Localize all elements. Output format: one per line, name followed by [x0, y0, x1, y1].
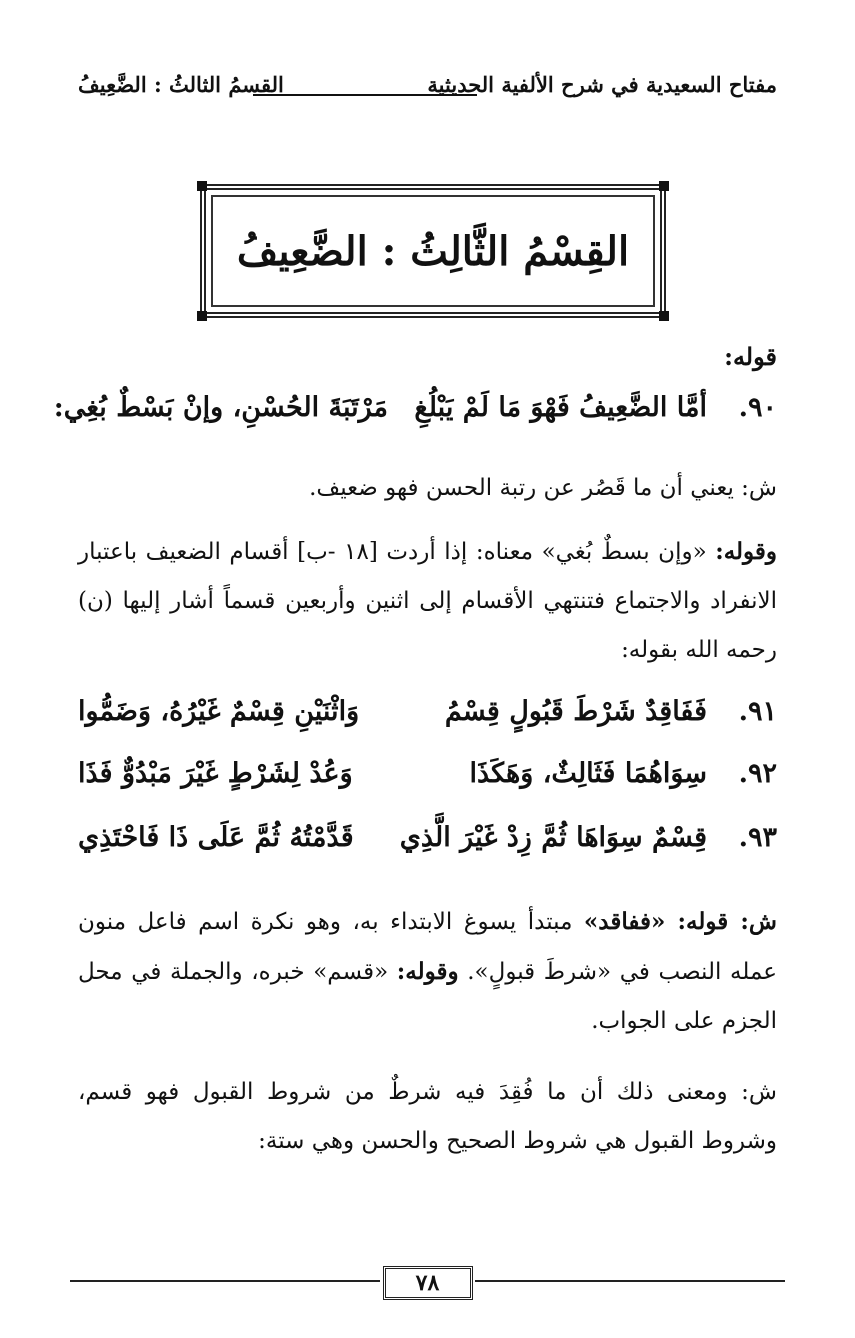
commentary-paragraph	[78, 897, 777, 1046]
verse-92	[78, 758, 777, 808]
verse-first-hemistich: قِسْمٌ سِوَاهَا ثُمَّ زِدْ غَيْرَ الَّذِي	[399, 822, 707, 853]
verse-91	[78, 696, 777, 746]
chapter-title: القِسْمُ الثَّالِثُ : الضَّعِيفُ	[236, 227, 630, 275]
quote-label: قوله:	[724, 342, 777, 371]
paragraph-text: «قسم» خبره، والجملة في محل الجزم على الجواب.	[78, 959, 777, 1034]
commentary-paragraph: ش: ومعنى ذلك أن ما فُقِدَ فيه شرطٌ من شروط القبول فهو قسم، وشروط القبول هي شروط الصحيح والحسن وهي ستة:	[78, 1079, 777, 1154]
paragraph-text: مبتدأ يسوغ الابتداء به، وهو نكرة اسم فاعل منون عمله النصب في «شرطَ قبولٍ».	[78, 909, 777, 985]
running-header	[78, 72, 777, 112]
verse-number: ٩٠.	[738, 392, 777, 423]
commentary-paragraph	[78, 527, 777, 675]
verse-number: ٩٣.	[738, 822, 777, 853]
book-title: مفتاح السعيدية في شرح الألفية الحديثية	[427, 72, 777, 97]
frame-corner	[197, 181, 207, 191]
verse-first-hemistich: سِوَاهُمَا فَثَالِثٌ، وَهَكَذَا	[469, 758, 707, 789]
frame-corner	[659, 311, 669, 321]
verse-93	[78, 822, 777, 872]
quote-lead: وقوله:	[715, 538, 778, 565]
frame-corner	[197, 311, 207, 321]
verse-first-hemistich: أمَّا الضَّعِيفُ فَهْوَ مَا لَمْ يَبْلُغِ	[414, 392, 707, 423]
page-footer	[70, 1266, 785, 1316]
verse-first-hemistich: فَفَاقِدٌ شَرْطَ قَبُولٍ قِسْمُ	[444, 696, 707, 727]
paragraph-text: «وإن بسطٌ بُغي» معناه: إذا أردت [١٨ -ب] أقسام الضعيف باعتبار الانفراد والاجتماع فتنتهي الأقسام إلى اثنين وأربعين قسماً أشار إليها (ن) رحمه الله بقوله:	[78, 539, 777, 663]
verse-second-hemistich: مَرْتَبَةَ الحُسْنِ، وإنْ بَسْطٌ بُغِي:	[53, 392, 388, 423]
quote-lead: وقوله:	[396, 958, 459, 985]
verse-number: ٩١.	[738, 696, 777, 727]
verse-second-hemistich: وَاثْنَيْنِ قِسْمٌ غَيْرُهُ، وَضَمُّوا	[78, 696, 360, 727]
page-number: ٧٨	[383, 1266, 473, 1300]
chapter-title-frame	[200, 184, 666, 318]
header-rule	[253, 94, 477, 96]
verse-second-hemistich: قَدَّمْتُهُ ثُمَّ عَلَى ذَا فَاحْتَذِي	[78, 822, 354, 853]
verse-second-hemistich: وَعُدْ لِشَرْطٍ غَيْرَ مَبْدُوٌّ فَذَا	[78, 758, 353, 789]
quote-lead: ش: قوله: «ففاقد»	[583, 908, 777, 935]
verse-number: ٩٢.	[738, 758, 777, 789]
verse-90	[53, 392, 777, 442]
frame-corner	[659, 181, 669, 191]
footer-rule	[70, 1280, 380, 1282]
commentary-paragraph: ش: يعني أن ما قَصُر عن رتبة الحسن فهو ضعيف.	[309, 475, 777, 501]
footer-rule	[475, 1280, 785, 1282]
section-title: القسمُ الثالثُ : الضَّعِيفُ	[78, 72, 284, 97]
